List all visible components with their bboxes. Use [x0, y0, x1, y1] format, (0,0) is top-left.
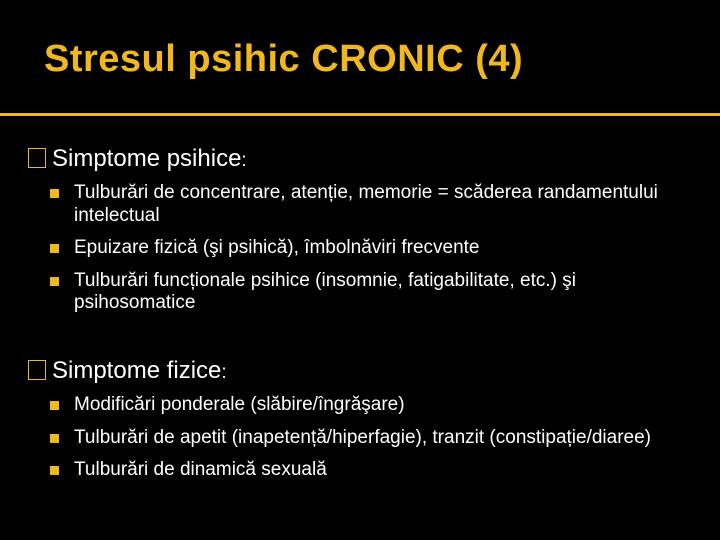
- bullet-list: [28, 182, 688, 315]
- list-item: [28, 237, 688, 260]
- slide-title: Stresul psihic CRONIC (4): [44, 38, 524, 80]
- missing-glyph-box-icon: [28, 360, 46, 380]
- section-heading: [28, 356, 688, 388]
- list-item-text: Tulburări de apetit (inapetență/hiperfagie), tranzit (constipație/diaree): [74, 426, 652, 448]
- section-physical-symptoms: [28, 356, 688, 492]
- list-item-text: Epuizare fizică (şi psihică), îmbolnăviri frecvente: [74, 237, 480, 258]
- square-bullet-icon: [50, 401, 59, 410]
- square-bullet-icon: [50, 277, 59, 286]
- title-bar: [0, 0, 720, 113]
- slide-content: [0, 116, 720, 540]
- section-heading: [28, 144, 688, 176]
- list-item: [28, 459, 688, 482]
- list-item-text: Tulburări funcționale psihice (insomnie, fatigabilitate, etc.) şi psihosomatice: [74, 269, 576, 313]
- list-item: [28, 394, 688, 417]
- list-item-text: Modificări ponderale (slăbire/îngrăşare): [74, 394, 405, 415]
- heading-colon: :: [241, 150, 247, 171]
- square-bullet-icon: [50, 189, 59, 198]
- section-heading-text: Simptome fizice: [52, 357, 222, 384]
- heading-colon: :: [221, 362, 227, 383]
- list-item-text: Tulburări de dinamică sexuală: [74, 459, 327, 480]
- missing-glyph-box-icon: [28, 148, 46, 168]
- list-item: [28, 182, 688, 227]
- list-item: [28, 427, 688, 450]
- bullet-list: [28, 394, 688, 482]
- list-item-text: Tulburări de concentrare, atenție, memorie = scăderea randamentului intelectual: [74, 182, 658, 226]
- square-bullet-icon: [50, 466, 59, 475]
- square-bullet-icon: [50, 434, 59, 443]
- list-item: [28, 270, 688, 315]
- section-heading-text: Simptome psihice: [52, 145, 242, 172]
- section-psychic-symptoms: [28, 144, 688, 325]
- square-bullet-icon: [50, 244, 59, 253]
